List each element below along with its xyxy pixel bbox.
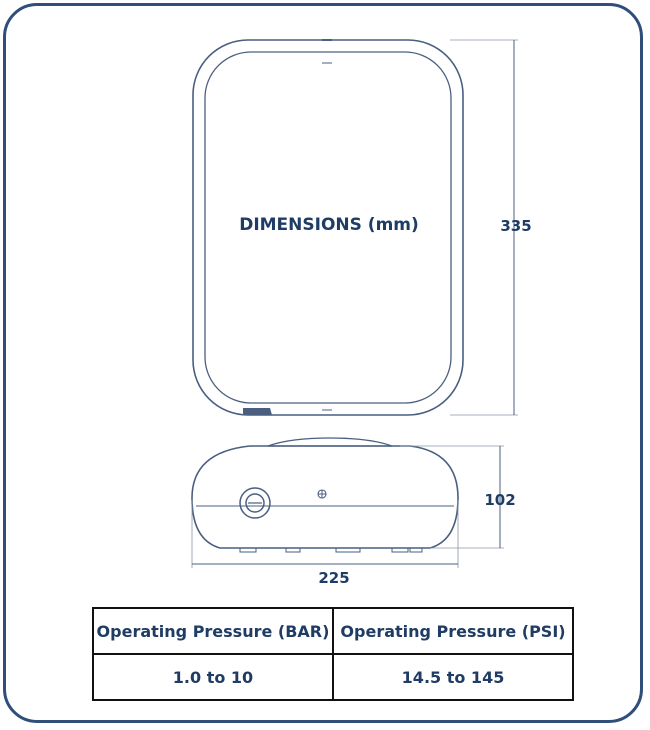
depth-label: 102 (484, 491, 516, 509)
header-bar: Operating Pressure (BAR) (93, 608, 333, 654)
table-row (93, 654, 573, 700)
front-view (193, 40, 463, 415)
side-top-ridge (268, 438, 392, 446)
value-bar: 1.0 to 10 (93, 654, 333, 700)
side-view (192, 438, 458, 552)
header-psi: Operating Pressure (PSI) (333, 608, 573, 654)
width-label: 225 (318, 569, 350, 587)
width-dimension (192, 500, 458, 587)
table-header-row (93, 608, 573, 654)
value-psi: 14.5 to 145 (333, 654, 573, 700)
operating-pressure-table (92, 607, 574, 701)
diagram-title: DIMENSIONS (mm) (239, 215, 419, 235)
front-connector-tab (243, 408, 272, 415)
height-label: 335 (500, 217, 532, 235)
